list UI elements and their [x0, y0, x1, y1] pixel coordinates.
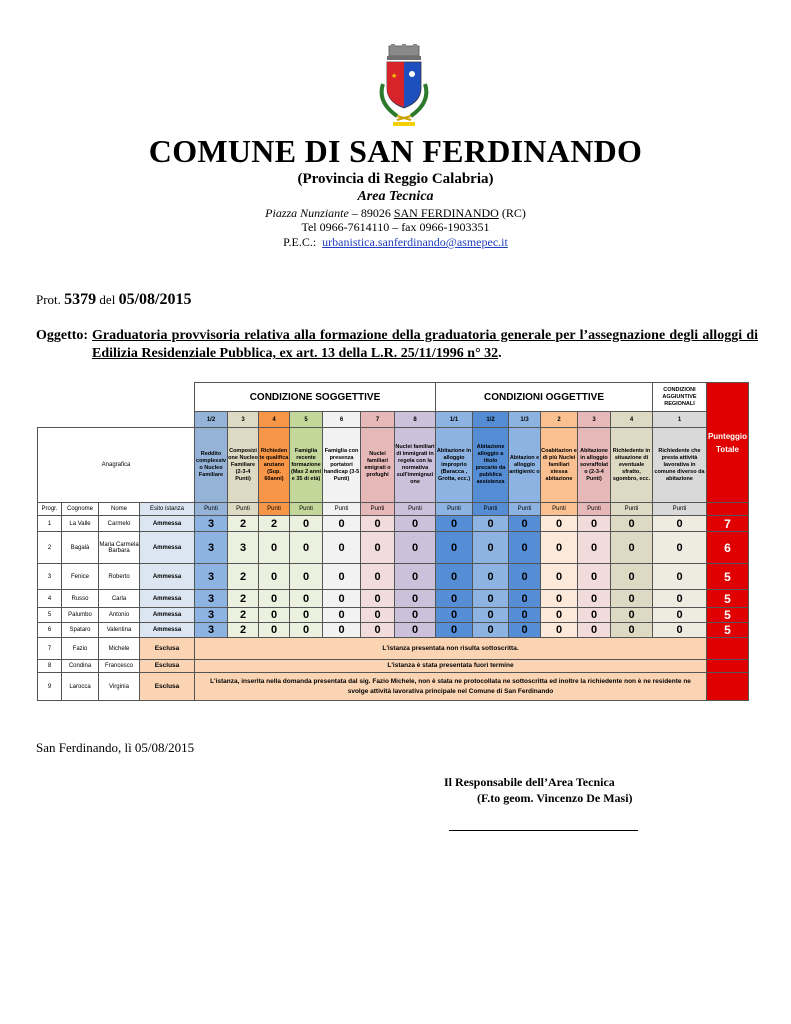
- score-cell: 0: [436, 590, 473, 608]
- score-cell: 0: [611, 516, 653, 532]
- cell-esito: Esclusa: [140, 638, 195, 660]
- area-label: Area Tecnica: [357, 189, 434, 204]
- criterion-number: 1/3: [509, 412, 541, 428]
- criterion-unit: Punti: [541, 503, 578, 516]
- score-cell: 0: [323, 564, 361, 590]
- score-cell: 0: [395, 516, 436, 532]
- score-cell: 0: [473, 608, 509, 623]
- signer-name: (F.to geom. Vincenzo De Masi): [477, 791, 633, 805]
- criterion-description: Famiglia con presenza portatori handicap (3-5 Punti): [323, 428, 361, 503]
- address-city: SAN FERDINANDO: [393, 206, 499, 220]
- punteggio-unit: [707, 503, 749, 516]
- score-cell: 0: [436, 564, 473, 590]
- cell-nome: Michele: [99, 638, 140, 660]
- score-cell: 0: [473, 516, 509, 532]
- score-cell: 0: [361, 590, 395, 608]
- score-cell: 0: [541, 608, 578, 623]
- score-cell: 0: [395, 590, 436, 608]
- exclusion-note: L'istanza, inserita nella domanda presentata dal sig. Fazio Michele, non è stata ne protocollata ne sottoscritta ed inoltre la richiedente non è ne residente ne svolge attività lavorativa principale nel Comune di San Ferdinando: [195, 673, 707, 701]
- cell-esito: Esclusa: [140, 673, 195, 701]
- score-cell: 0: [290, 532, 323, 564]
- cell-progr: 3: [38, 564, 62, 590]
- criterion-number: 1/2: [473, 412, 509, 428]
- total-cell-empty: [707, 673, 749, 701]
- criterion-number: 6: [323, 412, 361, 428]
- cell-progr: 2: [38, 532, 62, 564]
- score-cell: 0: [290, 564, 323, 590]
- score-cell: 0: [290, 516, 323, 532]
- criterion-number: 3: [228, 412, 259, 428]
- criterion-description: Nuclei familiari emigrati o profughi: [361, 428, 395, 503]
- score-cell: 0: [578, 564, 611, 590]
- score-cell: 3: [195, 590, 228, 608]
- address-street: Piazza Nunziante: [265, 206, 349, 220]
- score-cell: 0: [323, 623, 361, 638]
- total-cell: 5: [707, 564, 749, 590]
- score-cell: 0: [259, 532, 290, 564]
- score-cell: 0: [259, 608, 290, 623]
- subject-line-1: Graduatoria provvisoria relativa alla formazione della graduatoria generale per l’assegnazione degli alloggi di: [92, 328, 758, 343]
- total-cell: 7: [707, 516, 749, 532]
- province-label: (Provincia di Reggio Calabria): [297, 171, 494, 187]
- protocol-number: 5379: [64, 291, 97, 308]
- excluded-row: [38, 660, 749, 673]
- score-cell: 0: [323, 608, 361, 623]
- blank-num-cell: [38, 412, 195, 428]
- score-cell: 0: [323, 590, 361, 608]
- score-cell: 0: [541, 532, 578, 564]
- criterion-unit: Punti: [195, 503, 228, 516]
- cell-progr: 7: [38, 638, 62, 660]
- subject-line-2: [92, 345, 502, 363]
- criterion-unit: Punti: [395, 503, 436, 516]
- criterion-unit: Punti: [290, 503, 323, 516]
- score-cell: 0: [259, 564, 290, 590]
- score-cell: 0: [578, 516, 611, 532]
- score-cell: 0: [290, 608, 323, 623]
- score-cell: 0: [290, 623, 323, 638]
- score-cell: 0: [473, 532, 509, 564]
- score-cell: 0: [259, 623, 290, 638]
- criterion-unit: Punti: [228, 503, 259, 516]
- responsible-title: Il Responsabile dell’Area Tecnica: [444, 775, 615, 789]
- score-cell: 2: [228, 564, 259, 590]
- cell-cognome: Russo: [62, 590, 99, 608]
- criterion-description: Abitazione in alloggio improprio (Baracca , Grotta, ecc.): [436, 428, 473, 503]
- criterion-unit: Punti: [323, 503, 361, 516]
- protocol-label: Prot.: [36, 292, 61, 307]
- cell-cognome: Condina: [62, 660, 99, 673]
- criterion-number: 8: [395, 412, 436, 428]
- score-cell: 0: [578, 532, 611, 564]
- cell-cognome: Larocca: [62, 673, 99, 701]
- table-row: [38, 516, 749, 532]
- score-cell: 3: [195, 532, 228, 564]
- score-cell: 0: [509, 623, 541, 638]
- score-cell: 3: [195, 516, 228, 532]
- score-cell: 0: [653, 590, 707, 608]
- criterion-description: Abitazione in alloggio sovraffolat o (2-3-4 Punti): [578, 428, 611, 503]
- score-cell: 0: [611, 532, 653, 564]
- total-cell: 5: [707, 590, 749, 608]
- score-cell: 0: [653, 516, 707, 532]
- page-title: COMUNE DI SAN FERDINANDO: [148, 133, 643, 169]
- col-progr: Progr.: [38, 503, 62, 516]
- score-cell: 0: [395, 532, 436, 564]
- score-cell: 3: [228, 532, 259, 564]
- criterion-number: 4: [611, 412, 653, 428]
- total-cell: 6: [707, 532, 749, 564]
- criterion-unit: Punti: [473, 503, 509, 516]
- criterion-unit: Punti: [509, 503, 541, 516]
- cell-nome: Francesco: [99, 660, 140, 673]
- cell-cognome: Fenice: [62, 564, 99, 590]
- protocol-line: [36, 291, 191, 309]
- cell-progr: 5: [38, 608, 62, 623]
- signature-line: [449, 830, 638, 831]
- cell-cognome: La Valle: [62, 516, 99, 532]
- criterion-description: Reddito complessiv o Nucleo Familiare: [195, 428, 228, 503]
- score-cell: 0: [473, 564, 509, 590]
- address-sep: – 89026: [348, 206, 394, 220]
- score-cell: 0: [578, 590, 611, 608]
- score-cell: 0: [611, 564, 653, 590]
- ranking-table: [37, 382, 749, 701]
- score-cell: 0: [361, 564, 395, 590]
- total-cell-empty: [707, 660, 749, 673]
- criterion-number: 7: [361, 412, 395, 428]
- cell-progr: 4: [38, 590, 62, 608]
- cell-esito: Ammessa: [140, 608, 195, 623]
- cell-esito: Esclusa: [140, 660, 195, 673]
- score-cell: 0: [653, 608, 707, 623]
- criterion-number: 2: [541, 412, 578, 428]
- coat-of-arms-icon: [373, 44, 435, 130]
- score-cell: 0: [509, 532, 541, 564]
- criterion-description: Richiedente in situazione di eventuale sfratto, sgombro, ecc.: [611, 428, 653, 503]
- score-cell: 0: [578, 623, 611, 638]
- cell-esito: Ammessa: [140, 532, 195, 564]
- criterion-number: 1: [653, 412, 707, 428]
- score-cell: 3: [195, 564, 228, 590]
- criterion-description: Richiedente che presta attività lavorativa in comune diverso da abitazione: [653, 428, 707, 503]
- score-cell: 0: [395, 608, 436, 623]
- cell-esito: Ammessa: [140, 516, 195, 532]
- score-cell: 0: [323, 532, 361, 564]
- table-row: [38, 564, 749, 590]
- cell-cognome: Spataro: [62, 623, 99, 638]
- score-cell: 2: [228, 590, 259, 608]
- score-cell: 0: [611, 608, 653, 623]
- criterion-description: Composizi one Nucleo Familiare (2-3-4 Punti): [228, 428, 259, 503]
- cell-esito: Ammessa: [140, 564, 195, 590]
- blank-header-cell: [38, 383, 195, 412]
- table-row: [38, 532, 749, 564]
- svg-text:★: ★: [391, 73, 398, 80]
- criterion-unit: Punti: [653, 503, 707, 516]
- criterion-unit: Punti: [361, 503, 395, 516]
- cell-nome: Roberto: [99, 564, 140, 590]
- score-cell: 3: [195, 608, 228, 623]
- group-aggiuntive: CONDIZIONI AGGIUNTIVE REGIONALI: [653, 383, 707, 412]
- score-cell: 0: [259, 590, 290, 608]
- score-cell: 0: [436, 532, 473, 564]
- subject-end: .: [498, 346, 502, 361]
- score-cell: 2: [228, 623, 259, 638]
- subject-label: Oggetto:: [36, 328, 89, 343]
- cell-esito: Ammessa: [140, 590, 195, 608]
- score-cell: 0: [436, 608, 473, 623]
- score-cell: 0: [361, 623, 395, 638]
- score-cell: 0: [541, 564, 578, 590]
- criterion-number: 1/2: [195, 412, 228, 428]
- score-cell: 0: [436, 516, 473, 532]
- score-cell: 0: [509, 516, 541, 532]
- criterion-description: Coabitazion e di più Nuclei familiari stessa abitazione: [541, 428, 578, 503]
- subject-line-2-text: Edilizia Residenziale Pubblica, ex art. 13 della L.R. 25/11/1996 n° 32: [92, 346, 499, 361]
- score-cell: 0: [361, 532, 395, 564]
- cell-cognome: Bagalà: [62, 532, 99, 564]
- criterion-description: Abitazion e alloggio antigienic o: [509, 428, 541, 503]
- score-cell: 0: [509, 608, 541, 623]
- score-cell: 0: [653, 532, 707, 564]
- cell-nome: Antonio: [99, 608, 140, 623]
- exclusion-note: L'istanza presentata non risulta sottoscritta.: [195, 638, 707, 660]
- address-line: [0, 206, 791, 221]
- total-cell: 5: [707, 623, 749, 638]
- score-cell: 0: [436, 623, 473, 638]
- score-cell: 0: [541, 516, 578, 532]
- cell-progr: 1: [38, 516, 62, 532]
- group-oggettive: CONDIZIONI OGGETTIVE: [436, 383, 653, 412]
- criterion-description: Abitazione alloggio a titolo precario da pubblica assistenza: [473, 428, 509, 503]
- table-row: [38, 608, 749, 623]
- cell-nome: Maria Carmela Barbara: [99, 532, 140, 564]
- punteggio-header: Punteggio Totale: [707, 383, 749, 503]
- score-cell: 0: [473, 623, 509, 638]
- pec-email-link[interactable]: urbanistica.sanferdinando@asmepec.it: [322, 235, 508, 249]
- pec-label: P.E.C.:: [283, 235, 317, 249]
- criterion-unit: Punti: [611, 503, 653, 516]
- score-cell: 0: [541, 590, 578, 608]
- score-cell: 0: [361, 608, 395, 623]
- cell-cognome: Fazio: [62, 638, 99, 660]
- score-cell: 2: [259, 516, 290, 532]
- tel-line: Tel 0966-7614110 – fax 0966-1903351: [301, 220, 490, 234]
- excluded-row: [38, 673, 749, 701]
- score-cell: 0: [361, 516, 395, 532]
- col-nome: Nome: [99, 503, 140, 516]
- score-cell: 0: [323, 516, 361, 532]
- criterion-unit: Punti: [578, 503, 611, 516]
- criterion-unit: Punti: [436, 503, 473, 516]
- col-esito: Esito istanza: [140, 503, 195, 516]
- criterion-number: 3: [578, 412, 611, 428]
- excluded-row: [38, 638, 749, 660]
- score-cell: 0: [541, 623, 578, 638]
- score-cell: 0: [509, 590, 541, 608]
- group-soggettive: CONDIZIONE SOGGETTIVE: [195, 383, 436, 412]
- place-date: San Ferdinando, lì 05/08/2015: [36, 740, 195, 755]
- criterion-number: 4: [259, 412, 290, 428]
- score-cell: 0: [611, 623, 653, 638]
- criterion-description: Famiglia recente formazione (Max 2 anni e 35 di età): [290, 428, 323, 503]
- cell-progr: 9: [38, 673, 62, 701]
- score-cell: 2: [228, 608, 259, 623]
- table-row: [38, 590, 749, 608]
- total-cell: 5: [707, 608, 749, 623]
- table-row: [38, 623, 749, 638]
- score-cell: 0: [290, 590, 323, 608]
- cell-nome: Virginia: [99, 673, 140, 701]
- score-cell: 0: [473, 590, 509, 608]
- cell-nome: Valentina: [99, 623, 140, 638]
- cell-cognome: Palumbo: [62, 608, 99, 623]
- col-cognome: Cognome: [62, 503, 99, 516]
- criterion-number: 5: [290, 412, 323, 428]
- criterion-description: Richieden te qualifica anziano (Sup. 60anni): [259, 428, 290, 503]
- protocol-date: 05/08/2015: [118, 291, 192, 308]
- total-cell-empty: [707, 638, 749, 660]
- criterion-number: 1/1: [436, 412, 473, 428]
- pec-line: [0, 235, 791, 250]
- score-cell: 0: [653, 623, 707, 638]
- score-cell: 0: [395, 623, 436, 638]
- anagrafica-header: Anagrafica: [38, 428, 195, 503]
- protocol-del: del: [99, 292, 116, 307]
- score-cell: 2: [228, 516, 259, 532]
- score-cell: 0: [611, 590, 653, 608]
- score-cell: 0: [578, 608, 611, 623]
- cell-progr: 8: [38, 660, 62, 673]
- criterion-unit: Punti: [259, 503, 290, 516]
- cell-nome: Carmelo: [99, 516, 140, 532]
- cell-esito: Ammessa: [140, 623, 195, 638]
- cell-progr: 6: [38, 623, 62, 638]
- score-cell: 3: [195, 623, 228, 638]
- score-cell: 0: [653, 564, 707, 590]
- cell-nome: Carla: [99, 590, 140, 608]
- score-cell: 0: [395, 564, 436, 590]
- exclusion-note: L'istanza è stata presentata fuori termine: [195, 660, 707, 673]
- address-prov: (RC): [498, 206, 526, 220]
- criterion-description: Nuclei familiari di immigrati in regola con la normativa sull'immigrazi one: [395, 428, 436, 503]
- score-cell: 0: [509, 564, 541, 590]
